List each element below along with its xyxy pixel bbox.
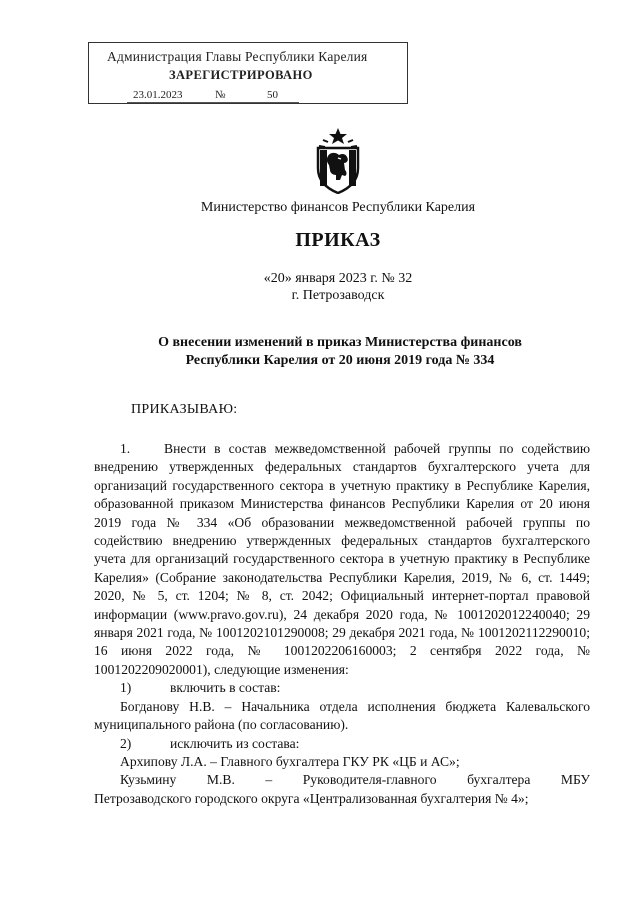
subitem-1: [94, 679, 590, 697]
subitem-2-person-1: Архипову Л.А. – Главного бухгалтера ГКУ РК «ЦБ и АС»;: [120, 753, 460, 769]
document-city: г. Петрозаводск: [291, 288, 385, 303]
coat-of-arms-icon: [314, 128, 362, 194]
document-subject: [100, 334, 580, 370]
stamp-number-sign: №: [215, 89, 226, 101]
stamp-organization: Администрация Главы Республики Карелия: [107, 49, 368, 64]
registration-stamp: [88, 42, 408, 104]
person-2-initials: М.В.: [206, 772, 235, 788]
stamp-underline: [127, 102, 299, 103]
stamp-status: ЗАРЕГИСТРИРОВАНО: [169, 68, 313, 82]
ministry-name: Министерство финансов Республики Карелия: [200, 200, 476, 215]
item-1-text: Внести в состав межведомственной рабочей группы по содействию внедрению утвержденных федеральных стандартов бухгалтерского учета для организаций государственного сектора в учетную практику в Республике Карелия, образованной приказом Министерства финансов Республики Карелия от 20 июня 2019 года № 334 «Об образовании межведомственной рабочей группы по содействию внедрению утвержденных федеральных стандартов бухгалтерского учета для организаций государственного сектора в учетную практику в Республике Карелия» (Собрание законодательства Республики Карелия, 2019, № 6, ст. 1449; 2020, № 5, ст. 1204; № 8, ст. 2042; Официальный интернет-портал правовой информации (www.pravo.gov.ru), 24 декабря 2020 года, № 1001202012240040; 29 января 2021 года, № 1001202101290008; 29 декабря 2021 года, № 1001202112290010; 16 июня 2022 года, № 1001202206160003; 2 сентября 2022 года, № 1001202209020001), следующие изменения:: [94, 441, 590, 677]
subject-line-2: Республики Карелия от 20 июня 2019 года № 334: [185, 353, 495, 368]
subitem-2-number: 2): [120, 735, 132, 751]
subitem-2-person-2-continued: Петрозаводского городского округа «Централизованная бухгалтерия № 4»;: [94, 790, 529, 806]
subitem-2: [94, 735, 590, 753]
order-word: ПРИКАЗЫВАЮ:: [131, 402, 238, 417]
item-1: [94, 440, 590, 679]
document-date: «20» января 2023 г. № 32: [263, 271, 413, 286]
stamp-number: 50: [267, 89, 278, 101]
subitem-1-person: Богданову Н.В. – Начальника отдела исполнения бюджета Калевальского муниципального района (по согласованию).: [94, 698, 590, 733]
subitem-2-person-2: [94, 771, 590, 789]
person-2-position-3: МБУ: [560, 772, 590, 788]
person-2-name: Кузьмину: [120, 772, 177, 788]
stamp-date: 23.01.2023: [133, 89, 183, 101]
person-2-position-2: бухгалтера: [467, 772, 531, 788]
item-1-number: 1.: [120, 441, 131, 456]
person-2-dash: –: [265, 772, 273, 788]
subitem-2-text: исключить из состава:: [170, 735, 300, 751]
subitem-1-number: 1): [120, 680, 132, 696]
subitem-1-text: включить в состав:: [170, 680, 281, 696]
person-2-position-1: Руководителя-главного: [302, 772, 437, 788]
document-body: [94, 440, 590, 808]
subject-line-1: О внесении изменений в приказ Министерства финансов: [158, 335, 522, 350]
document-title: ПРИКАЗ: [295, 229, 381, 251]
